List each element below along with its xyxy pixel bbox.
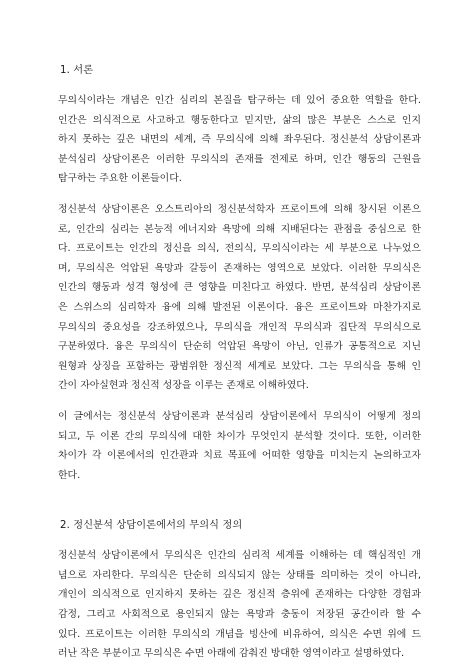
text-line: 정신분석 상담이론에서 무의식은 인간의 심리적 세계를 이해하는 데 핵심적인 개 bbox=[58, 550, 421, 562]
text-line: 되고, 두 이론 간의 무의식에 대한 차이가 무엇인지 분석할 것이다. 또한, 이러한 bbox=[58, 430, 421, 442]
section-heading-introduction: 1. 서론 bbox=[60, 65, 94, 76]
text-line: 러난 작은 부분이고 무의식은 수면 아래에 감춰진 방대한 영역이라고 설명하였다. bbox=[58, 648, 405, 660]
text-line: 원형과 상징을 포함하는 광범위한 정신적 세계로 보았다. 그는 무의식을 통해 인 bbox=[58, 360, 421, 372]
text-line: 무의식의 중요성을 강조하였으나, 무의식을 개인적 무의식과 집단적 무의식으로 bbox=[58, 321, 421, 333]
section2-paragraph-1 bbox=[58, 546, 421, 664]
text-line: 며, 무의식은 억압된 욕망과 갈등이 존재하는 영역으로 보았다. 이러한 무의식은 bbox=[58, 262, 421, 274]
text-line: 은 스위스의 심리학자 융에 의해 발전된 이론이다. 융은 프로이트와 마찬가지로 bbox=[58, 301, 421, 313]
text-line: 념으로 자리한다. 무의식은 단순히 의식되지 않는 상태를 의미하는 것이 아니라, bbox=[58, 569, 421, 581]
text-line: 인간의 행동과 성격 형성에 큰 영향을 미친다고 하였다. 반면, 분석심리 상담이론 bbox=[58, 282, 421, 294]
text-line: 감정, 그리고 사회적으로 용인되지 않는 욕망과 충동이 저장된 공간이라 할 수 bbox=[58, 609, 421, 621]
intro-paragraph-2 bbox=[58, 200, 421, 396]
text-line: 한다. bbox=[58, 469, 81, 481]
text-line: 탐구하는 주요한 이론들이다. bbox=[58, 173, 182, 185]
text-line: 있다. 프로이트는 이러한 무의식의 개념을 빙산에 비유하여, 의식은 수면 위에 드 bbox=[58, 628, 421, 640]
text-line: 분석심리 상담이론은 이러한 무의식의 존재를 전제로 하며, 인간 행동의 근원을 bbox=[58, 153, 421, 165]
text-line: 정신분석 상담이론은 오스트리아의 정신분석학자 프로이트에 의해 창시된 이론으 bbox=[58, 203, 421, 215]
text-line: 하지 못하는 깊은 내면의 세계, 즉 무의식에 의해 좌우된다. 정신분석 상담이론과 bbox=[58, 134, 421, 146]
text-line: 로, 인간의 심리는 본능적 에너지와 욕망에 의해 지배된다는 관점을 중심으로 한 bbox=[58, 223, 421, 235]
text-line: 이 글에서는 정신분석 상담이론과 분석심리 상담이론에서 무의식이 어떻게 정의 bbox=[58, 410, 421, 422]
section-heading-unconscious-definition: 2. 정신분석 상담이론에서의 무의식 정의 bbox=[60, 520, 243, 532]
text-line: 다. 프로이트는 인간의 정신을 의식, 전의식, 무의식이라는 세 부분으로 나누었으 bbox=[58, 243, 421, 255]
text-line: 개인이 의식적으로 인지하지 못하는 깊은 정신적 층위에 존재하는 다양한 경험과 bbox=[58, 589, 421, 601]
text-line: 구분하였다. 융은 무의식이 단순히 억압된 욕망이 아닌, 인류가 공통적으로 지닌 bbox=[58, 341, 421, 353]
intro-paragraph-3 bbox=[58, 407, 421, 485]
text-line: 간이 자아실현과 정신적 성장을 이루는 존재로 이해하였다. bbox=[58, 380, 309, 392]
text-line: 무의식이라는 개념은 인간 심리의 본질을 탐구하는 데 있어 중요한 역할을 한다. bbox=[58, 95, 421, 106]
text-line: 차이가 각 이론에서의 인간관과 치료 목표에 어떠한 영향을 미치는지 논의하고자 bbox=[58, 450, 421, 462]
intro-paragraph-1 bbox=[58, 91, 421, 189]
text-line: 인간은 의식적으로 사고하고 행동한다고 믿지만, 삶의 많은 부분은 스스로 인지 bbox=[58, 114, 421, 126]
